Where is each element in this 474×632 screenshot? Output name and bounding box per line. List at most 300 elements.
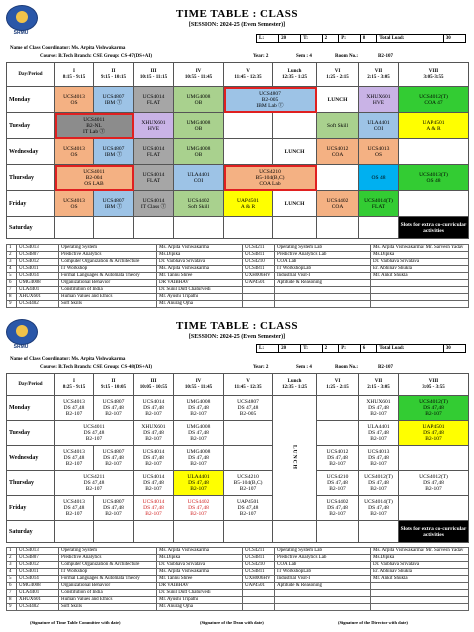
slot-cell: ULA4401 COI	[174, 165, 224, 191]
legend-row	[7, 555, 469, 562]
coordinator-line: Name of Class Coordinator: Ms. Arpita Vishwakarma	[10, 357, 126, 362]
info-cell: L:	[257, 35, 279, 43]
header-period-2: II 9:15 - 10:15	[94, 63, 134, 87]
legend-cell: UCS4013	[17, 548, 59, 555]
legend-cell: UCS4014	[17, 576, 59, 583]
slot-cell: UCS4807 IBM Ⓣ	[94, 139, 134, 165]
empty-cell	[359, 217, 399, 239]
empty-cell	[55, 521, 94, 543]
legend-cell: Mr. Ankit Shukla	[371, 273, 469, 280]
info-cell: 2	[322, 345, 339, 353]
legend-cell: 6	[7, 583, 17, 590]
header-period-2: II 9:15 - 10:05	[94, 374, 134, 396]
empty-cell	[134, 521, 174, 543]
legend-cell: Computer Organization & Architecture	[59, 562, 157, 569]
legend-cell: Ms. Arpita Vishwakarma/ Mr. Sarvesh Yadav	[371, 548, 469, 555]
legend-cell	[275, 590, 371, 597]
slot-cell: UCS4014 DS 47,48 B2-107	[134, 496, 174, 521]
session-label: [SESSION: 2024-25 (Even Semester)]	[188, 334, 286, 340]
legend-cell: Mr. Ayushi Tripathi	[157, 294, 243, 301]
slot-cell: UMG4008 DS 47,48 B2-107	[174, 421, 224, 446]
legend-cell: Ms. Arpita Vishwakarma	[157, 569, 243, 576]
legend-cell: UCS4811	[243, 569, 275, 576]
legend-cell: 9	[7, 301, 17, 308]
header-period-7: VII 2:15 - 3:05	[359, 63, 399, 87]
legend-cell: Soft Skills	[59, 604, 157, 611]
legend-cell: Ms.Dipika	[157, 252, 243, 259]
info-cell: 2	[322, 35, 339, 43]
slot-cell: UCS4402 COA	[317, 191, 359, 217]
legend-cell: Er. Abhinav Shukla	[371, 266, 469, 273]
slot-cell: UAP4501 DS 47,48 B2-107	[399, 421, 469, 446]
slot-cell: UCS4014 DS 47,48 B2-107	[134, 446, 174, 471]
slot-cell: UCS4014 DS 47,48 B2-107	[134, 471, 174, 496]
legend-cell: Ms. Arpita Vishwakarma/ Mr. Sarvesh Yadav	[371, 245, 469, 252]
slot-cell: UCS4011 DS 47,48 B2-107	[55, 421, 134, 446]
legend-cell: DR VAIBHAV	[157, 280, 243, 287]
course-line: Course: B.Tech Branch: CSE Group: CS-47(DS+AI)	[40, 54, 153, 59]
slot-cell: UCS4013 DS 47,48 B2-107	[359, 446, 399, 471]
header-period-8: VIII 3:05-3:55	[399, 63, 469, 87]
day-wednesday: Wednesday	[7, 139, 55, 165]
timetable-grid	[6, 62, 469, 239]
legend-cell: Ms.Dipika	[371, 252, 469, 259]
legend-cell: Ms. Arpita Vishwakarma	[157, 245, 243, 252]
empty-cell	[317, 165, 359, 191]
legend-cell: Er. Abhinav Shukla	[371, 569, 469, 576]
legend-cell: UCS4402	[17, 604, 59, 611]
slot-cell: UCS4012(T) DS 47,48 B2-107	[399, 471, 469, 496]
info-cell: T:	[301, 345, 322, 353]
legend-cell: 7	[7, 287, 17, 294]
slot-cell: UAP4501 A & R	[399, 113, 469, 139]
legend-row	[7, 266, 469, 273]
legend-cell: Ms.Dipika	[371, 555, 469, 562]
legend-row	[7, 245, 469, 252]
year-label: Year: 2	[253, 365, 269, 370]
slot-cell: UCS4014 FLAT	[134, 165, 174, 191]
legend-cell	[371, 583, 469, 590]
slot-cell: UCS4014 IT Class Ⓣ	[134, 191, 174, 217]
legend-cell	[275, 604, 371, 611]
legend-cell: UCS4012	[17, 562, 59, 569]
empty-cell	[224, 421, 273, 446]
slot-cell: UMG4008 DS 47,48 B2-107	[174, 446, 224, 471]
slot-cell: ULA4401 COI	[359, 113, 399, 139]
header-lunch: Lunch 12:35 - 1:25	[273, 374, 317, 396]
empty-cell	[399, 446, 469, 471]
legend-cell: UCS4012	[17, 259, 59, 266]
legend-cell: 9	[7, 604, 17, 611]
header-lunch: Lunch 12:35 - 1:25	[273, 63, 317, 87]
legend-cell: Predictive Analytics Lab	[275, 555, 371, 562]
empty-cell	[224, 139, 273, 165]
slot-cell: UAP4501 A & R	[224, 191, 273, 217]
legend-row	[7, 252, 469, 259]
slot-cell: UCS4014 FLAT	[134, 87, 174, 113]
slot-cell: UCS4012(T) COA 47	[399, 87, 469, 113]
empty-cell	[94, 217, 134, 239]
slot-cell: XHUX601 HVE	[134, 113, 174, 139]
legend-cell	[371, 294, 469, 301]
legend-row	[7, 273, 469, 280]
lunch-cell: LUNCH	[273, 139, 317, 165]
load-info-table	[256, 344, 466, 353]
header-period-1: I 8:25 - 9:15	[55, 374, 94, 396]
legend-cell: UXH006HV	[243, 576, 275, 583]
course-line: Course: B.Tech Branch: CSE Group: CS-48(DS+AI)	[40, 365, 153, 370]
legend-cell: 1	[7, 245, 17, 252]
legend-cell: XHUX601	[17, 597, 59, 604]
legend-cell: Dr. Vaibhava Srivatava	[157, 562, 243, 569]
info-cell: 20	[279, 35, 301, 43]
lunch-cell: LUNCH	[317, 87, 359, 113]
legend-row	[7, 597, 469, 604]
day-wednesday: Wednesday	[7, 446, 55, 471]
legend-cell	[275, 301, 371, 308]
slot-cell: UMG4008 OB	[174, 113, 224, 139]
slot-cell: UCS4210 DS 47,48 B2-107	[317, 471, 359, 496]
legend-row	[7, 569, 469, 576]
legend-cell: Mr. Anurag Ojha	[157, 301, 243, 308]
legend-cell: 2	[7, 555, 17, 562]
empty-cell	[224, 521, 273, 543]
legend-cell: Ms.Dipika	[157, 555, 243, 562]
slot-cell: UCS4211 DS 47,48 B2-107	[55, 471, 134, 496]
legend-cell: Operating System Lab	[275, 548, 371, 555]
slot-cell: UAP4501 DS 47,48 B2-107	[224, 496, 273, 521]
legend-cell: XHUX601	[17, 294, 59, 301]
slot-cell: XHUX601 HVE	[359, 87, 399, 113]
empty-cell	[317, 421, 359, 446]
legend-cell: UCS4807	[17, 555, 59, 562]
legend-cell: IT WorkshopLab	[275, 569, 371, 576]
slot-cell: UCS4013 DS 47,48 B2-107	[55, 496, 94, 521]
legend-cell: 8	[7, 294, 17, 301]
legend-cell: Dr. Sunil Dutt Chaturvedi	[157, 287, 243, 294]
header-period-3: III 10:15 - 11:15	[134, 63, 174, 87]
legend-cell	[371, 287, 469, 294]
legend-cell: 5	[7, 273, 17, 280]
info-cell: 8	[360, 35, 377, 43]
header-period-4: IV 10:55 - 11:45	[174, 374, 224, 396]
info-cell: Total Load:	[377, 35, 443, 43]
legend-cell: UCS4011	[17, 569, 59, 576]
legend-cell	[243, 294, 275, 301]
slot-cell: UCS4402 Soft Skill	[174, 191, 224, 217]
info-cell: 30	[443, 345, 465, 353]
info-cell: 20	[279, 345, 301, 353]
timetable-grid	[6, 373, 469, 543]
legend-cell: Ms. Arpita Vishwakarma	[157, 548, 243, 555]
header-period-5: V 11:45 - 12:35	[224, 374, 273, 396]
load-info-table	[256, 34, 466, 43]
timetable-sheet-2	[0, 316, 474, 632]
slot-cell: UCS4210 B5-104(B,C) B2-107	[224, 471, 273, 496]
legend-cell: UCS4211	[243, 245, 275, 252]
legend-cell	[243, 597, 275, 604]
slot-cell: ULA4401 DS 47,48 B2-107	[359, 421, 399, 446]
legend-cell: 2	[7, 252, 17, 259]
slot-cell: UCS4014 DS 47,48 B2-107	[134, 396, 174, 421]
legend-cell	[371, 590, 469, 597]
slot-cell: UCS4807 DS 47,48 B2-107	[94, 446, 134, 471]
logo-caption: SRMU	[13, 344, 29, 350]
legend-cell	[243, 287, 275, 294]
subject-legend-table	[6, 244, 469, 308]
legend-cell: UAP4501	[243, 583, 275, 590]
legend-cell: IT Workshop	[59, 569, 157, 576]
header-period-8: VIII 3:05 - 3:55	[399, 374, 469, 396]
legend-cell: Mr. Ayushi Tripathi	[157, 597, 243, 604]
legend-row	[7, 548, 469, 555]
legend-cell: Computer Organization & Architecture	[59, 259, 157, 266]
page-title: TIME TABLE : CLASS	[176, 320, 298, 332]
legend-row	[7, 583, 469, 590]
empty-cell	[399, 496, 469, 521]
legend-cell	[275, 597, 371, 604]
legend-cell: UCS4014	[17, 273, 59, 280]
legend-cell: ULA4401	[17, 590, 59, 597]
header-period-1: I 8:15 - 9:15	[55, 63, 94, 87]
legend-cell: Formal Languages & Automata Theory	[59, 273, 157, 280]
empty-cell	[399, 139, 469, 165]
empty-cell	[94, 521, 134, 543]
empty-cell	[55, 217, 94, 239]
legend-cell: Formal Languages & Automata Theory	[59, 576, 157, 583]
info-cell: P:	[339, 345, 361, 353]
legend-cell: IT WorkshopLab	[275, 266, 371, 273]
legend-cell: Predictive Analytics	[59, 555, 157, 562]
legend-cell: Soft Skills	[59, 301, 157, 308]
lunch-cell	[273, 396, 317, 521]
legend-cell: Dr. Vaibhava Srivatava	[371, 259, 469, 266]
empty-cell	[273, 521, 317, 543]
legend-cell: Human Values and Ethics	[59, 294, 157, 301]
legend-cell: Constitution of India	[59, 287, 157, 294]
legend-cell: Organizational Behavior	[59, 280, 157, 287]
room-label: Room No.:	[335, 54, 359, 59]
legend-cell	[371, 301, 469, 308]
legend-cell: Mr. Tannu Shree	[157, 273, 243, 280]
header-day-period: Day/Period	[7, 63, 55, 87]
legend-cell: UXH006HV	[243, 273, 275, 280]
slot-cell: UCS4013(T) OS 48	[399, 165, 469, 191]
empty-cell	[317, 396, 359, 421]
info-cell: L:	[257, 345, 279, 353]
empty-cell	[224, 217, 273, 239]
slot-cell: XHUX601 DS 47,48 B2-107	[359, 396, 399, 421]
slot-cell: UCS4807 IBM Ⓣ	[94, 191, 134, 217]
legend-row	[7, 294, 469, 301]
legend-cell: Organizational Behavior	[59, 583, 157, 590]
slot-cell: UCS4807 DS 47,48 B2-107	[94, 396, 134, 421]
header-period-6: VI 1:25 - 2:15	[317, 63, 359, 87]
day-monday: Monday	[7, 396, 55, 421]
slot-cell: UMG4008 DS 47,48 B2-107	[174, 396, 224, 421]
legend-cell: IT Workshop	[59, 266, 157, 273]
day-tuesday: Tuesday	[7, 113, 55, 139]
legend-cell: 4	[7, 569, 17, 576]
page-title: TIME TABLE : CLASS	[176, 8, 298, 20]
legend-row	[7, 576, 469, 583]
header-period-6: VI 1:25 - 2:15	[317, 374, 359, 396]
legend-cell: UMG4008	[17, 583, 59, 590]
header-period-7: VII 2:15 - 3:05	[359, 374, 399, 396]
sem-label: Sem : 4	[296, 54, 312, 59]
legend-cell: Industrial Visit-I	[275, 576, 371, 583]
empty-cell	[317, 217, 359, 239]
legend-cell: Industrial Visit-I	[275, 273, 371, 280]
subject-legend-table	[6, 547, 469, 611]
sem-label: Sem : 4	[296, 365, 312, 370]
legend-cell: Ms. Arpita Vishwakarma	[157, 266, 243, 273]
day-friday: Friday	[7, 191, 55, 217]
room-value: B2-107	[378, 365, 393, 370]
legend-cell: COA Lab	[275, 562, 371, 569]
legend-cell: UCS4811	[243, 252, 275, 259]
legend-cell: UCS4807	[17, 252, 59, 259]
legend-cell: Mr. Anurag Ojha	[157, 604, 243, 611]
signature-director: (Signature of the Director with date)	[338, 620, 408, 625]
legend-cell: 7	[7, 590, 17, 597]
day-saturday: Saturday	[7, 217, 55, 239]
legend-cell: Dr. Vaibhava Srivatava	[371, 562, 469, 569]
legend-cell: UCS4210	[243, 562, 275, 569]
legend-cell	[275, 287, 371, 294]
day-tuesday: Tuesday	[7, 421, 55, 446]
legend-row	[7, 301, 469, 308]
lunch-label: LUNCH	[291, 444, 298, 470]
slot-cell: UCS4012 COA	[317, 139, 359, 165]
legend-cell: 3	[7, 562, 17, 569]
empty-cell	[224, 446, 273, 471]
slot-cell: UCS4011 B2-NL IT Lab Ⓣ	[55, 113, 134, 139]
slot-cell: UCS4014(T) DS 47,48 B2-107	[359, 496, 399, 521]
info-cell: P:	[339, 35, 361, 43]
empty-cell	[134, 217, 174, 239]
legend-cell: Dr. Vaibhava Srivatava	[157, 259, 243, 266]
slot-cell: UCS4402 DS 47,48 B2-107	[174, 496, 224, 521]
legend-cell: UAP4501	[243, 280, 275, 287]
legend-cell: Mr. Ankit Shukla	[371, 576, 469, 583]
empty-cell	[174, 521, 224, 543]
legend-row	[7, 280, 469, 287]
session-label: [SESSION: 2024-25 (Even Semester)]	[188, 22, 286, 28]
slot-cell: ULA4401 DS 47,48 B2-107	[174, 471, 224, 496]
legend-row	[7, 590, 469, 597]
slot-cell: UCS4013 OS	[55, 191, 94, 217]
info-cell: 30	[443, 35, 465, 43]
legend-cell: UMG4008	[17, 280, 59, 287]
legend-cell: Constitution of India	[59, 590, 157, 597]
room-value: B2-107	[378, 54, 393, 59]
legend-cell: 4	[7, 266, 17, 273]
legend-cell: ULA4401	[17, 287, 59, 294]
slot-cell: UCS4807 IBM Ⓣ	[94, 87, 134, 113]
slot-cell: UCS4013 DS 47,48 B2-107	[55, 396, 94, 421]
legend-cell: UCS4811	[243, 266, 275, 273]
empty-cell	[224, 113, 273, 139]
legend-row	[7, 604, 469, 611]
legend-cell: COA Lab	[275, 259, 371, 266]
legend-cell	[275, 294, 371, 301]
empty-cell	[174, 217, 224, 239]
legend-cell: Mr. Tannu Shree	[157, 576, 243, 583]
legend-cell	[243, 604, 275, 611]
slot-cell: Soft Skill	[317, 113, 359, 139]
day-thursday: Thursday	[7, 165, 55, 191]
empty-cell	[317, 521, 359, 543]
lunch-cell: LUNCH	[273, 191, 317, 217]
legend-cell: Operating System	[59, 548, 157, 555]
legend-row	[7, 259, 469, 266]
day-thursday: Thursday	[7, 471, 55, 496]
slot-cell: UCS4012 DS 47,48 B2-107	[317, 446, 359, 471]
slot-cell: UCS4014 FLAT	[134, 139, 174, 165]
day-monday: Monday	[7, 87, 55, 113]
logo-caption: SRMU	[13, 30, 29, 36]
slot-cell: UCS4013 OS	[359, 139, 399, 165]
header-period-3: III 10:05 - 10:55	[134, 374, 174, 396]
legend-cell: Operating System	[59, 245, 157, 252]
header-period-4: IV 10:55 - 11:45	[174, 63, 224, 87]
legend-cell	[371, 604, 469, 611]
slot-cell: UMG4008 OB	[174, 139, 224, 165]
slot-cell: UCS4014(T) FLAT	[359, 191, 399, 217]
slot-cell: UCS4807 DS 47,48 B2-107	[94, 496, 134, 521]
legend-cell: UCS4011	[17, 266, 59, 273]
legend-cell: 5	[7, 576, 17, 583]
legend-cell	[371, 597, 469, 604]
legend-cell: 8	[7, 597, 17, 604]
empty-cell	[273, 113, 317, 139]
legend-cell	[243, 590, 275, 597]
empty-cell	[399, 191, 469, 217]
room-label: Room No.:	[335, 365, 359, 370]
legend-cell: UCS4402	[17, 301, 59, 308]
legend-row	[7, 562, 469, 569]
slot-cell: XHUX601 DS 47,48 B2-107	[134, 421, 174, 446]
coordinator-line: Name of Class Coordinator: Ms. Arpita Vishwakarma	[10, 46, 126, 51]
extra-activities-note: Slots for extra co-curricular activities	[399, 521, 469, 543]
legend-cell: Predictive Analytics Lab	[275, 252, 371, 259]
info-cell: Total Load:	[377, 345, 443, 353]
legend-cell: Aptitude & Reasoning	[275, 583, 371, 590]
legend-cell: UCS4210	[243, 259, 275, 266]
empty-cell	[273, 217, 317, 239]
slot-cell: UCS4402 DS 47,48 B2-107	[317, 496, 359, 521]
legend-cell: Operating System Lab	[275, 245, 371, 252]
legend-cell	[371, 280, 469, 287]
legend-cell: UCS4211	[243, 548, 275, 555]
slot-cell: UCS4013 OS	[55, 139, 94, 165]
slot-cell: UCS4013 OS	[55, 87, 94, 113]
slot-cell: UCS4012(T) DS 47,48 B2-107	[399, 396, 469, 421]
legend-cell: DR VAIBHAV	[157, 583, 243, 590]
legend-row	[7, 287, 469, 294]
slot-cell: UCS4210 B5-104(B,C) COA Lab	[224, 165, 317, 191]
legend-cell: 6	[7, 280, 17, 287]
extra-activities-note: Slots for extra co-curricular activities	[399, 217, 469, 239]
day-saturday: Saturday	[7, 521, 55, 543]
legend-cell: UCS4013	[17, 245, 59, 252]
legend-cell: 1	[7, 548, 17, 555]
legend-cell: Human Values and Ethics	[59, 597, 157, 604]
slot-cell: OS 48	[359, 165, 399, 191]
empty-cell	[359, 521, 399, 543]
legend-cell: UCS4811	[243, 555, 275, 562]
